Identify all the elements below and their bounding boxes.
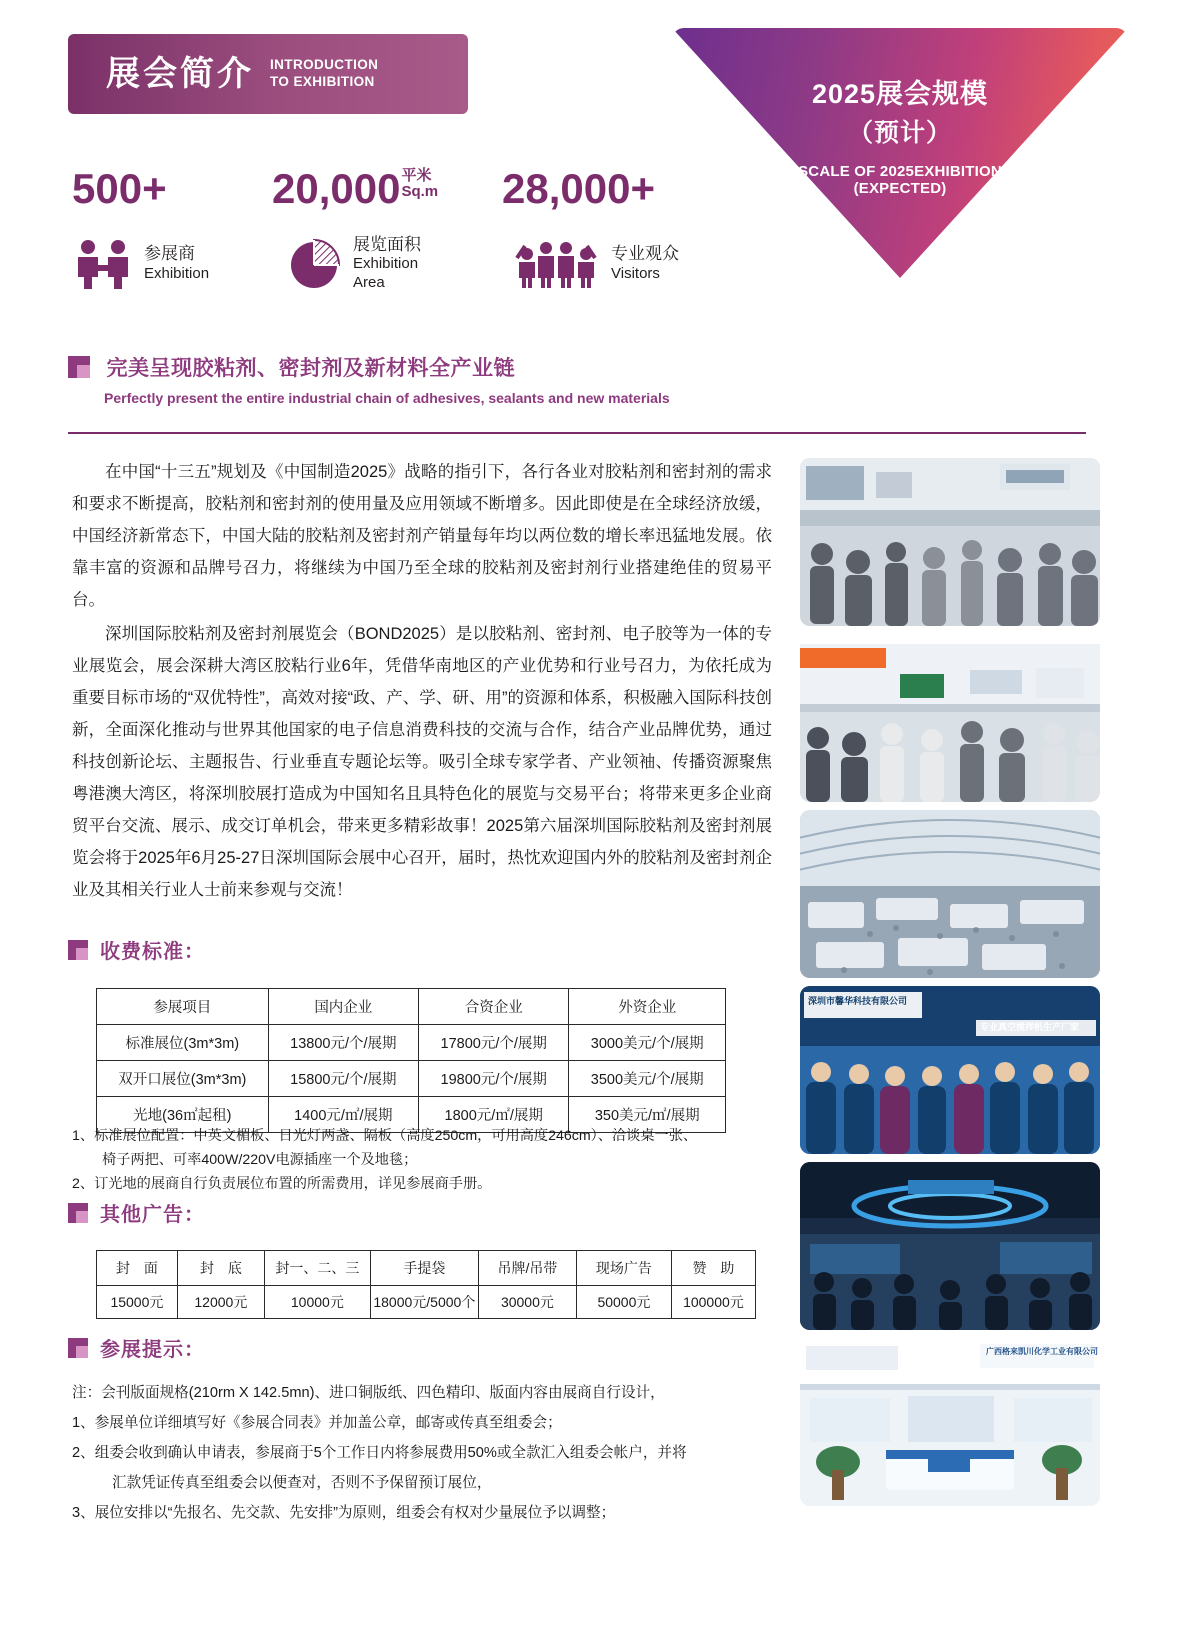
section-header-introduction	[68, 34, 468, 114]
tips-line-1: 1、参展单位详细填写好《参展合同表》并加盖公章，邮寄或传真至组委会；	[72, 1415, 562, 1431]
square-bullet-icon	[68, 1203, 88, 1223]
ads-value-2: 10000元	[264, 1286, 370, 1319]
ads-col-1: 封 底	[177, 1251, 264, 1286]
fees-r2-c1: 1400元/㎡/展期	[268, 1097, 418, 1133]
ads-value-0: 15000元	[97, 1286, 178, 1319]
fees-r1-c0: 双开口展位(3m*3m)	[97, 1061, 269, 1097]
tips-line-3: 汇款凭证传真至组委会以便查对，否则不予保留预订展位，	[112, 1475, 492, 1491]
table-row	[97, 1061, 726, 1097]
ads-table	[96, 1250, 756, 1319]
scale-banner-en-line1: SCALE OF 2025EXHIBITION	[798, 163, 1002, 180]
stat-value-visitors: 28,000+	[502, 165, 655, 212]
stat-label-exhibitors-cn: 参展商	[144, 244, 195, 264]
fees-r0-c0: 标准展位(3m*3m)	[97, 1025, 269, 1061]
table-header-row	[97, 989, 726, 1025]
photo-booth-reception-desk	[800, 1338, 1100, 1506]
fees-r2-c0: 光地(36㎡起租)	[97, 1097, 269, 1133]
stat-label-area-en: Exhibition	[353, 255, 419, 273]
scale-banner-cn-line2: （预计）	[847, 119, 952, 147]
ads-col-0: 封 面	[97, 1251, 178, 1286]
ads-value-5: 50000元	[576, 1286, 671, 1319]
fees-note-1-line1: 1、标准展位配置：中英文楣板、日光灯两盏、隔板（高度250cm，可用高度246cm）、洽谈桌一张、	[72, 1128, 698, 1144]
ads-value-4: 30000元	[478, 1286, 576, 1319]
intro-paragraph-1: 在中国“十三五”规划及《中国制造2025》战略的指引下，各行各业对胶粘剂和密封剂的需求和要求不断提高，胶粘剂和密封剂的使用量及应用领域不断增多。因此即使是在全球经济放缓，中国经济新常态下，中国大陆的胶粘剂及密封剂产销量每年均以两位数的增长率迅猛地发展。依靠丰富的资源和品牌号召力，将继续为中国乃至全球的胶粘剂及密封剂行业搭建绝佳的贸易平台。	[72, 463, 772, 609]
photo-content	[800, 458, 1100, 626]
ads-value-3: 18000元/5000个	[370, 1286, 478, 1319]
tips-list	[72, 1378, 784, 1528]
intro-paragraph-2: 深圳国际胶粘剂及密封剂展览会（BOND2025）是以胶粘剂、密封剂、电子胶等为一体的专业展览会，展会深耕大湾区胶粘行业6年，凭借华南地区的产业优势和行业号召力，为依托成为重要目标市场的“双优特性”，高效对接“政、产、学、研、用”的资源和体系，积极融入国际科技创新，全面深化推动与世界其他国家的电子信息消费科技的交流与合作，结合产业品牌优势，通过科技创新论坛、主题报告、行业垂直专题论坛等。吸引全球专家学者、产业领袖、传播资源聚焦粤港澳大湾区，将深圳胶展打造成为中国知名且具特色化的展览与交易平台；将带来更多企业商贸平台交流、展示、成交订单机会，带来更多精彩故事！2025第六届深圳国际胶粘剂及密封剂展览会将于2025年6月25-27日深圳国际会展中心召开，届时，热忱欢迎国内外的胶粘剂及密封剂企业及其相关行业人士前来参观与交流！	[72, 625, 772, 899]
stat-label-exhibitors-en: Exhibition	[144, 264, 210, 282]
intro-text	[72, 456, 772, 906]
photo-booth-blue-lighting	[800, 1162, 1100, 1330]
table-row	[97, 1025, 726, 1061]
photo-exhibition-aerial-view	[800, 810, 1100, 978]
photo-exhibition-crowd-aisle	[800, 458, 1100, 626]
stat-label-visitors-en: Visitors	[611, 264, 660, 282]
fees-col-1: 国内企业	[268, 989, 418, 1025]
subtitle-block	[68, 352, 1128, 406]
tips-heading-text: 参展提示：	[100, 1339, 205, 1361]
fees-r1-c3: 3500美元/个/展期	[569, 1061, 726, 1097]
stat-label-area-cn: 展览面积	[353, 235, 421, 254]
visitors-icon	[515, 238, 601, 288]
ads-col-3: 手提袋	[370, 1251, 478, 1286]
scale-banner-en-line2: (EXPECTED)	[853, 180, 947, 197]
header-title-cn: 展会简介	[106, 55, 254, 93]
stats-row	[72, 165, 712, 293]
square-bullet-icon	[68, 1338, 88, 1358]
ads-col-4: 吊牌/吊带	[478, 1251, 576, 1286]
ads-col-2: 封一、二、三	[264, 1251, 370, 1286]
header-title-en-line2: TO EXHIBITION	[270, 74, 375, 89]
square-bullet-icon	[68, 356, 90, 378]
fees-r1-c2: 19800元/个/展期	[419, 1061, 569, 1097]
photo-content	[800, 634, 1100, 802]
stat-label-area-en2: Area	[353, 274, 385, 291]
scale-banner-text	[672, 72, 1128, 197]
square-bullet-icon	[68, 940, 88, 960]
ads-col-6: 赞 助	[671, 1251, 755, 1286]
photo-content	[800, 1338, 1100, 1506]
scale-banner-cn-line1: 2025展会规模	[811, 79, 989, 109]
stat-label-exhibitors	[144, 243, 209, 283]
table-row	[97, 1286, 756, 1319]
tips-line-0: 注：会刊版面规格(210rm X 142.5mn)、进口铜版纸、四色精印、版面内容由展商自行设计，	[72, 1385, 665, 1401]
photo-exhibition-entrance-hall	[800, 634, 1100, 802]
stat-value-exhibitors: 500+	[72, 165, 167, 212]
photo-content	[800, 810, 1100, 978]
divider-rule	[68, 432, 1086, 434]
stat-value-area: 20,000	[272, 165, 401, 212]
fees-r2-c3: 350美元/㎡/展期	[569, 1097, 726, 1133]
stat-unit-area	[401, 168, 438, 200]
tips-line-2: 2、组委会收到确认申请表，参展商于5个工作日内将参展费用50%或全款汇入组委会帐户，并将	[72, 1445, 687, 1461]
stat-label-area	[353, 234, 421, 293]
header-title-en	[270, 57, 378, 91]
photo-caption-company: 广西格来凯川化学工业有限公司	[986, 1347, 1098, 1356]
ads-heading	[68, 1198, 205, 1227]
stat-label-visitors	[611, 243, 679, 283]
fees-r2-c2: 1800元/㎡/展期	[419, 1097, 569, 1133]
fees-col-0: 参展项目	[97, 989, 269, 1025]
fees-table	[96, 988, 726, 1133]
stats-icon-row	[72, 234, 712, 293]
photo-caption-company: 深圳市馨华科技有限公司	[808, 996, 908, 1006]
fees-note-2: 2、订光地的展商自行负责展位布置的所需费用，详见参展商手册。	[72, 1176, 492, 1192]
ads-value-6: 100000元	[671, 1286, 755, 1319]
fees-notes	[72, 1124, 772, 1196]
fees-r1-c1: 15800元/个/展期	[268, 1061, 418, 1097]
area-pie-icon	[285, 234, 343, 292]
photo-booth-team-group	[800, 986, 1100, 1154]
fees-col-2: 合资企业	[419, 989, 569, 1025]
subtitle-cn: 完美呈现胶粘剂、密封剂及新材料全产业链	[106, 357, 515, 380]
fees-heading	[68, 935, 205, 964]
ads-col-5: 现场广告	[576, 1251, 671, 1286]
exhibitors-icon	[72, 237, 134, 289]
fees-note-1-line2: 椅子两把、可率400W/220V电源插座一个及地毯；	[102, 1152, 418, 1168]
fees-r0-c2: 17800元/个/展期	[419, 1025, 569, 1061]
fees-heading-text: 收费标准：	[100, 941, 205, 963]
fees-r0-c3: 3000美元/个/展期	[569, 1025, 726, 1061]
stat-unit-area-en: Sq.m	[401, 182, 439, 200]
stat-value-area-wrap	[272, 165, 502, 212]
photo-content	[800, 1162, 1100, 1330]
photo-caption-tagline: 专业真空搅拌机生产厂家	[980, 1022, 1080, 1032]
tips-heading	[68, 1333, 205, 1362]
scale-banner	[672, 28, 1128, 278]
photo-content	[800, 986, 1100, 1154]
stat-block-exhibitors	[72, 234, 285, 293]
fees-r0-c1: 13800元/个/展期	[268, 1025, 418, 1061]
stat-unit-area-cn: 平米	[401, 167, 432, 184]
subtitle-en: Perfectly present the entire industrial chain of adhesives, sealants and new materials	[104, 390, 670, 406]
tips-line-4: 3、展位安排以“先报名、先交款、先安排”为原则，组委会有权对少量展位予以调整；	[72, 1505, 616, 1521]
fees-col-3: 外资企业	[569, 989, 726, 1025]
stat-label-visitors-cn: 专业观众	[611, 244, 679, 264]
stats-numbers	[72, 165, 712, 212]
ads-heading-text: 其他广告：	[100, 1204, 205, 1226]
header-title-en-line1: INTRODUCTION	[270, 57, 379, 73]
table-header-row	[97, 1251, 756, 1286]
ads-value-1: 12000元	[177, 1286, 264, 1319]
stat-block-area	[285, 234, 515, 293]
stat-block-visitors	[515, 234, 679, 293]
